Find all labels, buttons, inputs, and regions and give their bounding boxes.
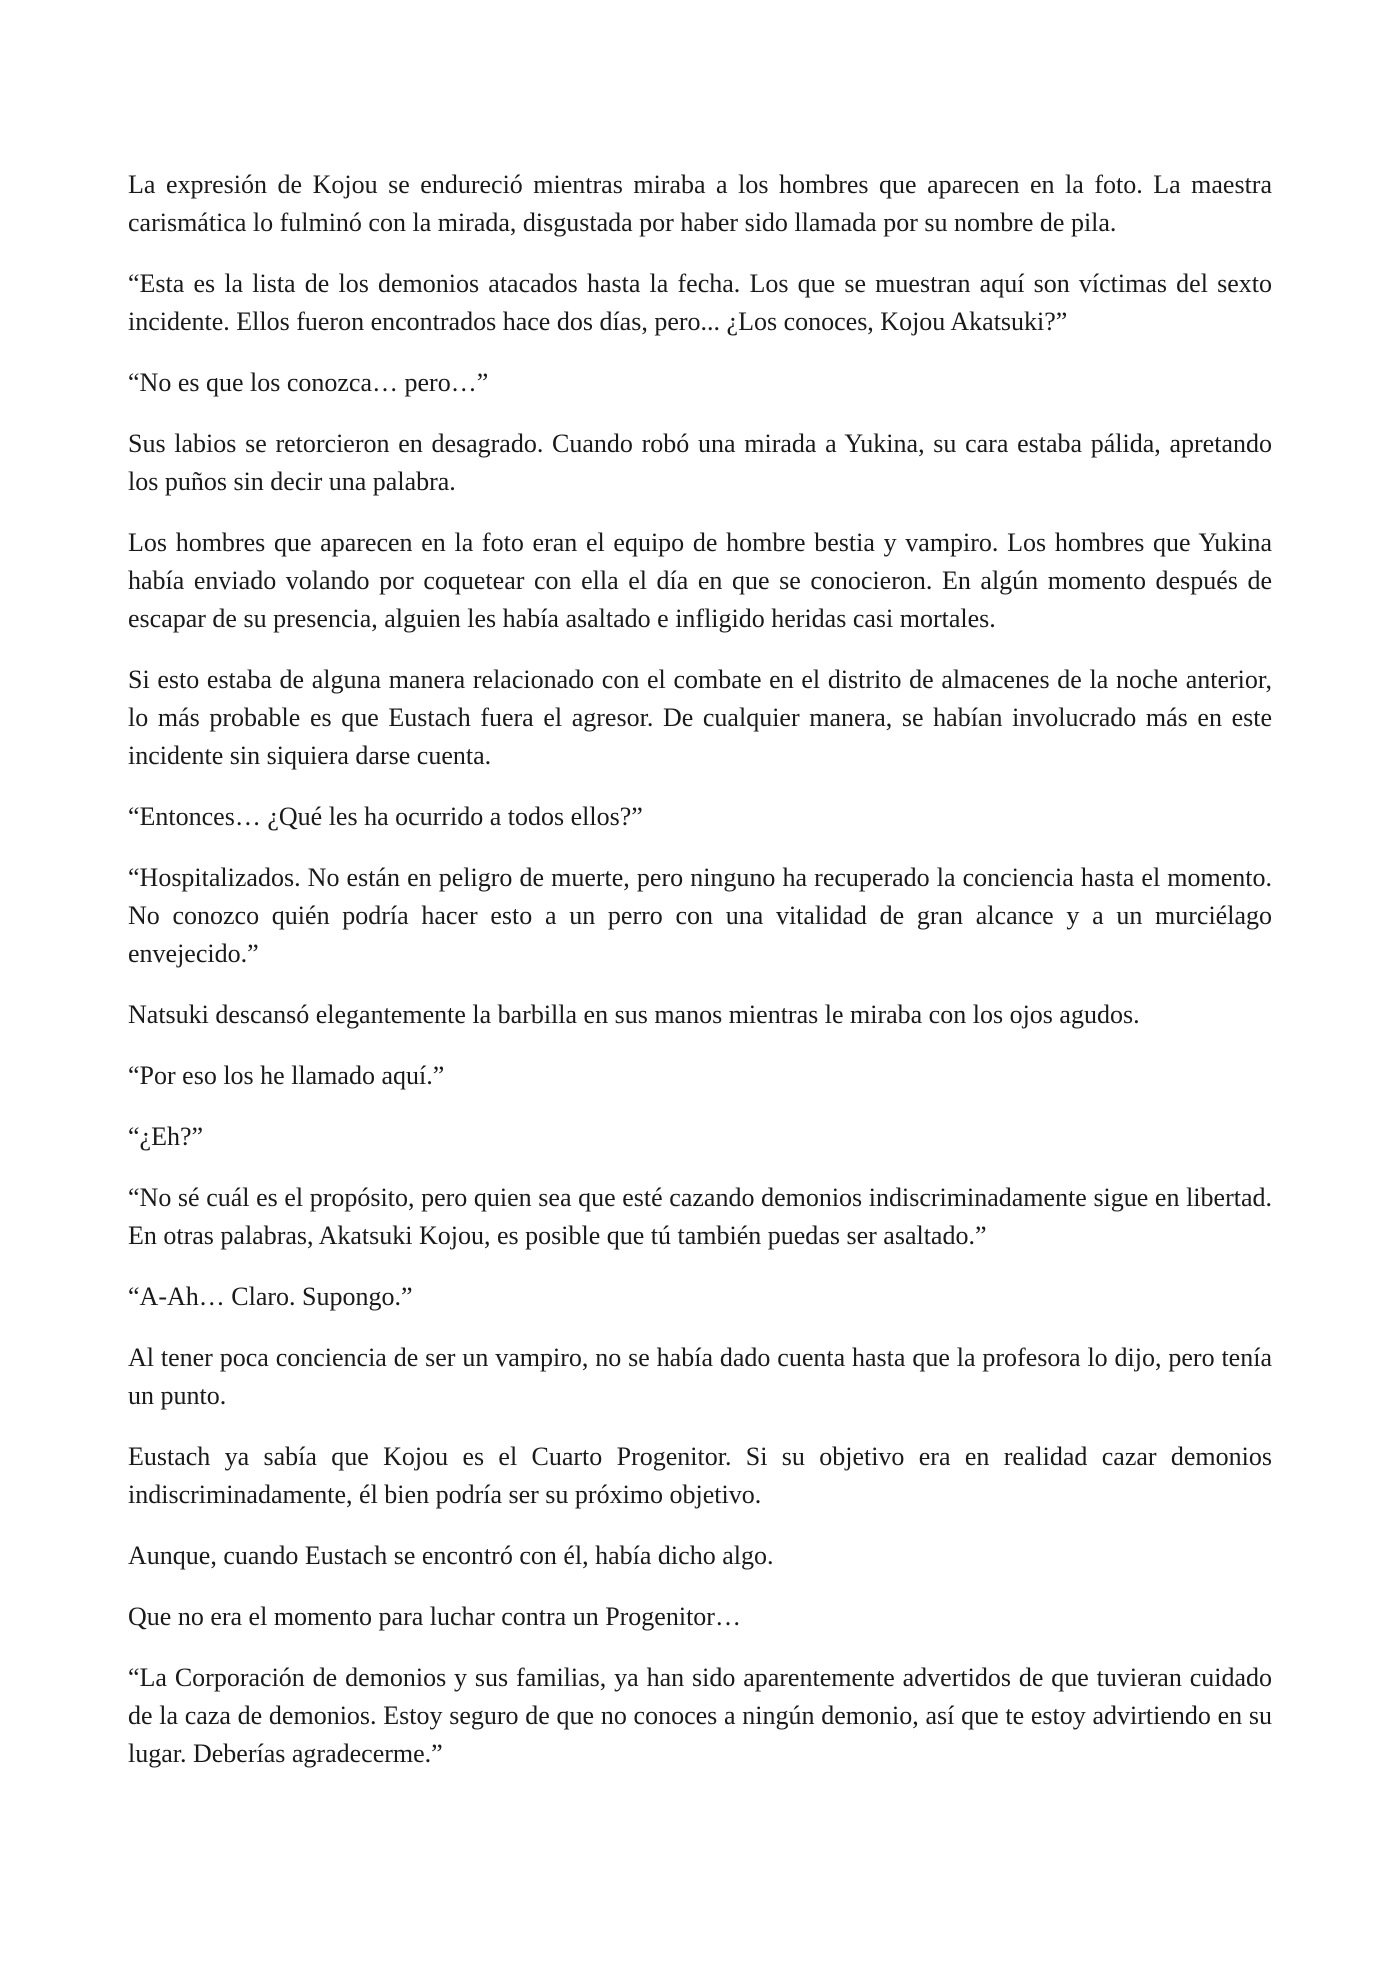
paragraph: “No es que los conozca… pero…”: [128, 368, 489, 397]
paragraph: Eustach ya sabía que Kojou es el Cuarto Progenitor. Si su objetivo era en realidad cazar demonios indiscriminadamente, él bien podría ser su próximo objetivo.: [128, 1442, 1272, 1509]
paragraph: “La Corporación de demonios y sus familias, ya han sido aparentemente advertidos de que tuvieran cuidado de la caza de demonios. Estoy seguro de que no conoces a ningún demonio, así que te estoy advirtiendo en su lugar. Deberías agradecerme.”: [128, 1663, 1272, 1768]
paragraph: “¿Eh?”: [128, 1122, 204, 1151]
paragraph: Al tener poca conciencia de ser un vampiro, no se había dado cuenta hasta que la profesora lo dijo, pero tenía un punto.: [128, 1343, 1272, 1410]
paragraph: Natsuki descansó elegantemente la barbilla en sus manos mientras le miraba con los ojos agudos.: [128, 1000, 1140, 1029]
paragraph: “No sé cuál es el propósito, pero quien sea que esté cazando demonios indiscriminadamente sigue en libertad. En otras palabras, Akatsuki Kojou, es posible que tú también puedas ser asaltado.”: [128, 1183, 1272, 1250]
paragraph: La expresión de Kojou se endureció mientras miraba a los hombres que aparecen en la foto. La maestra carismática lo fulminó con la mirada, disgustada por haber sido llamada por su nombre de pila.: [128, 170, 1272, 237]
paragraph: Sus labios se retorcieron en desagrado. Cuando robó una mirada a Yukina, su cara estaba pálida, apretando los puños sin decir una palabra.: [128, 429, 1272, 496]
paragraph: “A-Ah… Claro. Supongo.”: [128, 1282, 413, 1311]
paragraph: “Por eso los he llamado aquí.”: [128, 1061, 445, 1090]
paragraph: Que no era el momento para luchar contra un Progenitor…: [128, 1602, 741, 1631]
paragraph: “Hospitalizados. No están en peligro de muerte, pero ninguno ha recuperado la conciencia hasta el momento. No conozco quién podría hacer esto a un perro con una vitalidad de gran alcance y a un murciélago envejecido.”: [128, 863, 1272, 968]
paragraph: Aunque, cuando Eustach se encontró con él, había dicho algo.: [128, 1541, 774, 1570]
paragraph: Si esto estaba de alguna manera relacionado con el combate en el distrito de almacenes de la noche anterior, lo más probable es que Eustach fuera el agresor. De cualquier manera, se habían involucrado más en este incidente sin siquiera darse cuenta.: [128, 665, 1272, 770]
page-body: [128, 166, 1272, 1796]
paragraph: “Esta es la lista de los demonios atacados hasta la fecha. Los que se muestran aquí son víctimas del sexto incidente. Ellos fueron encontrados hace dos días, pero... ¿Los conoces, Kojou Akatsuki?”: [128, 269, 1272, 336]
paragraph: Los hombres que aparecen en la foto eran el equipo de hombre bestia y vampiro. Los hombres que Yukina había enviado volando por coquetear con ella el día en que se conocieron. En algún momento después de escapar de su presencia, alguien les había asaltado e infligido heridas casi mortales.: [128, 528, 1272, 633]
paragraph: “Entonces… ¿Qué les ha ocurrido a todos ellos?”: [128, 802, 643, 831]
